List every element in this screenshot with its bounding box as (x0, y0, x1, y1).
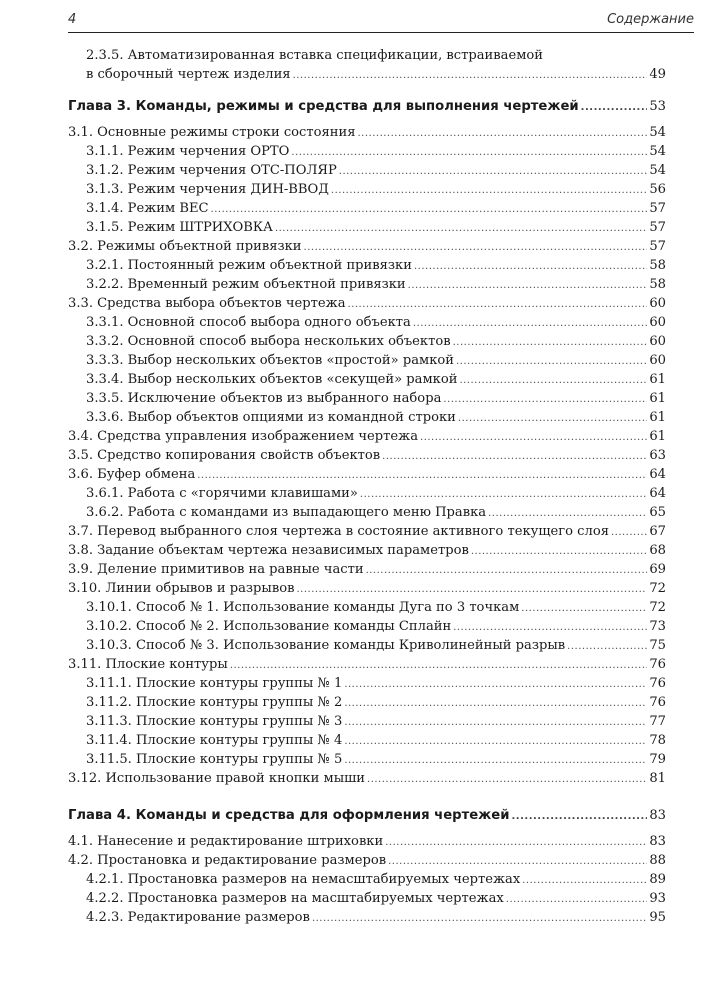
toc-entry[interactable] (68, 484, 666, 503)
dot-leader (344, 675, 647, 694)
toc-entry-page: 64 (649, 467, 666, 482)
toc-entry-text: 3.11.4. Плоские контуры группы № 4 (86, 733, 343, 748)
toc-entry[interactable] (68, 851, 666, 870)
toc-entry[interactable] (68, 750, 666, 769)
dot-leader (275, 219, 647, 238)
dot-leader (291, 143, 647, 162)
toc-entry-text-line1: 2.3.5. Автоматизированная вставка спецификации, встраиваемой (86, 48, 543, 63)
dot-leader (382, 447, 647, 466)
dot-leader (413, 314, 647, 333)
toc-entry[interactable] (68, 218, 666, 237)
toc-entry[interactable] (68, 731, 666, 750)
dot-leader (443, 390, 647, 409)
toc-entry-text: 3.5. Средство копирования свойств объектов (68, 448, 381, 463)
toc-entry-text: 3.4. Средства управления изображением чертежа (68, 429, 419, 444)
toc-entry[interactable] (68, 256, 666, 275)
toc-entry-text: 3.3. Средства выбора объектов чертежа (68, 296, 346, 311)
toc-entry-page: 72 (649, 600, 666, 615)
toc-entry-text: 4.2. Простановка и редактирование размеров (68, 853, 387, 868)
toc-entry-text: 3.11.2. Плоские контуры группы № 2 (86, 695, 343, 710)
toc-entry-page: 61 (649, 372, 666, 387)
dot-leader (453, 618, 647, 637)
chapter-4-entries (68, 832, 666, 927)
toc-entry-text: 3.3.6. Выбор объектов опциями из командной строки (86, 410, 456, 425)
toc-entry[interactable] (68, 199, 666, 218)
toc-entry-text: 3.3.2. Основной способ выбора нескольких объектов (86, 334, 451, 349)
toc-entry-page: 78 (649, 733, 666, 748)
toc-entry-text: 3.10.3. Способ № 3. Использование команды Криволинейный разрыв (86, 638, 566, 653)
toc-entry[interactable] (68, 427, 666, 446)
toc-entry[interactable] (68, 655, 666, 674)
chapter-title: Глава 4. Команды и средства для оформления чертежей (68, 808, 510, 823)
toc-entry-text: 3.2.2. Временный режим объектной привязки (86, 277, 406, 292)
toc-entry-text: 3.3.1. Основной способ выбора одного объекта (86, 315, 411, 330)
toc-entry-page: 73 (649, 619, 666, 634)
dot-leader (331, 181, 647, 200)
toc-entry[interactable] (68, 889, 666, 908)
toc-entry-2-3-5[interactable] (68, 46, 666, 84)
dot-leader (348, 295, 648, 314)
toc-entry-page: 72 (649, 581, 666, 596)
toc-entry-page: 95 (649, 910, 666, 925)
dot-leader (230, 656, 648, 675)
dot-leader (366, 561, 648, 580)
dot-leader (304, 238, 648, 257)
toc-entry-page: 67 (649, 524, 666, 539)
toc-entry-text: 3.10.1. Способ № 1. Использование команды Дуга по 3 точкам (86, 600, 520, 615)
toc-entry-text: 3.9. Деление примитивов на равные части (68, 562, 364, 577)
toc-entry[interactable] (68, 870, 666, 889)
toc-entry-text: 3.2.1. Постоянный режим объектной привязки (86, 258, 412, 273)
toc-entry-page: 75 (649, 638, 666, 653)
toc-entry-page: 89 (649, 872, 666, 887)
toc-entry-page: 60 (649, 296, 666, 311)
toc-entry-page: 63 (649, 448, 666, 463)
dot-leader (312, 909, 647, 928)
dot-leader (453, 333, 648, 352)
toc-entry-page: 57 (649, 220, 666, 235)
toc-entry-text: 3.1.4. Режим ВЕС (86, 201, 209, 216)
toc-entry[interactable] (68, 161, 666, 180)
dot-leader (385, 833, 647, 852)
toc-entry-text: 4.2.2. Простановка размеров на масштабируемых чертежах (86, 891, 504, 906)
toc-entry[interactable] (68, 294, 666, 313)
toc-entry-text: 3.10.2. Способ № 2. Использование команды Сплайн (86, 619, 452, 634)
toc-entry[interactable] (68, 674, 666, 693)
toc-entry[interactable] (68, 313, 666, 332)
page-number: 4 (68, 12, 77, 27)
toc-entry-page: 88 (649, 853, 666, 868)
dot-leader (344, 713, 647, 732)
toc-entry-text: 3.6.2. Работа с командами из выпадающего меню Правка (86, 505, 487, 520)
toc-entry-text: 3.7. Перевод выбранного слоя чертежа в состояние активного текущего слоя (68, 524, 609, 539)
toc-entry[interactable] (68, 465, 666, 484)
dot-leader (367, 770, 647, 789)
toc-entry-text: 3.2. Режимы объектной привязки (68, 239, 302, 254)
toc-entry-text: 3.1. Основные режимы строки состояния (68, 125, 356, 140)
toc-entry-text: 3.10. Линии обрывов и разрывов (68, 581, 295, 596)
toc-entry-page: 61 (649, 410, 666, 425)
dot-leader (567, 637, 647, 656)
toc-entry-text: 3.6.1. Работа с «горячими клавишами» (86, 486, 358, 501)
toc-entry[interactable] (68, 598, 666, 617)
dot-leader (512, 807, 648, 827)
toc-entry-page: 81 (649, 771, 666, 786)
toc-entry[interactable] (68, 446, 666, 465)
toc-entry[interactable] (68, 389, 666, 408)
toc-entry[interactable] (68, 636, 666, 655)
toc-entry-text: 3.11.3. Плоские контуры группы № 3 (86, 714, 343, 729)
toc-entry-page: 76 (649, 676, 666, 691)
dot-leader (388, 852, 647, 871)
toc-entry-text: 3.6. Буфер обмена (68, 467, 196, 482)
running-title: Содержание (607, 12, 694, 27)
dot-leader (358, 124, 648, 143)
toc-entry-text: 3.1.3. Режим черчения ДИН-ВВОД (86, 182, 329, 197)
toc-entry-text: 3.3.3. Выбор нескольких объектов «простой» рамкой (86, 353, 454, 368)
chapter-3-heading[interactable] (68, 97, 666, 117)
dot-leader (488, 504, 647, 523)
dot-leader (197, 466, 647, 485)
toc-entry-page: 57 (649, 201, 666, 216)
toc-entry-text: 3.3.5. Исключение объектов из выбранного набора (86, 391, 442, 406)
dot-leader (344, 732, 647, 751)
dot-leader (471, 542, 647, 561)
toc-entry[interactable] (68, 541, 666, 560)
toc-entry[interactable] (68, 237, 666, 256)
toc-entry[interactable] (68, 408, 666, 427)
toc-entry-text: 3.1.2. Режим черчения ОТС-ПОЛЯР (86, 163, 337, 178)
dot-leader (344, 694, 647, 713)
toc-entry-text: 3.3.4. Выбор нескольких объектов «секущей» рамкой (86, 372, 458, 387)
toc-entry-page: 49 (649, 67, 666, 82)
toc-entry-page: 77 (649, 714, 666, 729)
dot-leader (344, 751, 647, 770)
toc-entry-page: 54 (649, 144, 666, 159)
toc-entry-text: 3.12. Использование правой кнопки мыши (68, 771, 366, 786)
toc-entry-page: 76 (649, 657, 666, 672)
toc-entry-page: 60 (649, 353, 666, 368)
toc-entry[interactable] (68, 769, 666, 788)
toc-entry-page: 60 (649, 334, 666, 349)
toc-entry-text: 3.11.1. Плоские контуры группы № 1 (86, 676, 343, 691)
toc-entry[interactable] (68, 712, 666, 731)
dot-leader (211, 200, 648, 219)
page-header (68, 6, 694, 33)
toc-entry-page: 61 (649, 391, 666, 406)
toc-entry[interactable] (68, 908, 666, 927)
dot-leader (581, 98, 648, 118)
chapter-title: Глава 3. Команды, режимы и средства для выполнения чертежей (68, 99, 579, 114)
chapter-page: 53 (649, 99, 666, 114)
dot-leader (408, 276, 648, 295)
toc-entry[interactable] (68, 180, 666, 199)
dot-leader (611, 523, 647, 542)
toc-entry-page: 93 (649, 891, 666, 906)
dot-leader (339, 162, 648, 181)
toc-entry-text-line2: в сборочный чертеж изделия (86, 67, 291, 82)
dot-leader (458, 409, 647, 428)
toc-entry-page: 79 (649, 752, 666, 767)
toc-entry-text: 3.1.5. Режим ШТРИХОВКА (86, 220, 273, 235)
toc-entry[interactable] (68, 617, 666, 636)
toc-entry-page: 58 (649, 277, 666, 292)
dot-leader (293, 66, 648, 85)
toc-entry[interactable] (68, 560, 666, 579)
table-of-contents (68, 46, 666, 927)
dot-leader (521, 599, 647, 618)
toc-entry[interactable] (68, 332, 666, 351)
toc-entry-page: 60 (649, 315, 666, 330)
toc-entry-page: 54 (649, 163, 666, 178)
toc-entry-text: 4.2.3. Редактирование размеров (86, 910, 310, 925)
toc-entry[interactable] (68, 370, 666, 389)
toc-entry-text: 3.1.1. Режим черчения ОРТО (86, 144, 290, 159)
dot-leader (360, 485, 647, 504)
toc-entry[interactable] (68, 275, 666, 294)
dot-leader (506, 890, 648, 909)
toc-entry[interactable] (68, 832, 666, 851)
toc-entry-page: 64 (649, 486, 666, 501)
toc-entry-text: 3.11. Плоские контуры (68, 657, 228, 672)
toc-entry[interactable] (68, 579, 666, 598)
toc-entry[interactable] (68, 123, 666, 142)
toc-entry-page: 83 (649, 834, 666, 849)
toc-entry-page: 68 (649, 543, 666, 558)
toc-entry-text: 4.2.1. Простановка размеров на немасштабируемых чертежах (86, 872, 521, 887)
dot-leader (459, 371, 647, 390)
toc-entry-page: 58 (649, 258, 666, 273)
chapter-4-heading[interactable] (68, 806, 666, 826)
toc-entry-text: 3.11.5. Плоские контуры группы № 5 (86, 752, 343, 767)
toc-entry-page: 76 (649, 695, 666, 710)
chapter-page: 83 (649, 808, 666, 823)
dot-leader (414, 257, 647, 276)
toc-entry-page: 65 (649, 505, 666, 520)
toc-entry-page: 61 (649, 429, 666, 444)
toc-entry-page: 54 (649, 125, 666, 140)
dot-leader (456, 352, 647, 371)
toc-entry-text: 3.8. Задание объектам чертежа независимых параметров (68, 543, 469, 558)
toc-entry-page: 56 (649, 182, 666, 197)
dot-leader (420, 428, 647, 447)
toc-entry[interactable] (68, 142, 666, 161)
chapter-3-entries (68, 123, 666, 788)
dot-leader (522, 871, 647, 890)
toc-entry-page: 69 (649, 562, 666, 577)
toc-entry[interactable] (68, 693, 666, 712)
toc-entry-text: 4.1. Нанесение и редактирование штриховки (68, 834, 384, 849)
dot-leader (296, 580, 647, 599)
toc-entry-page: 57 (649, 239, 666, 254)
toc-entry[interactable] (68, 351, 666, 370)
toc-entry[interactable] (68, 522, 666, 541)
toc-entry[interactable] (68, 503, 666, 522)
